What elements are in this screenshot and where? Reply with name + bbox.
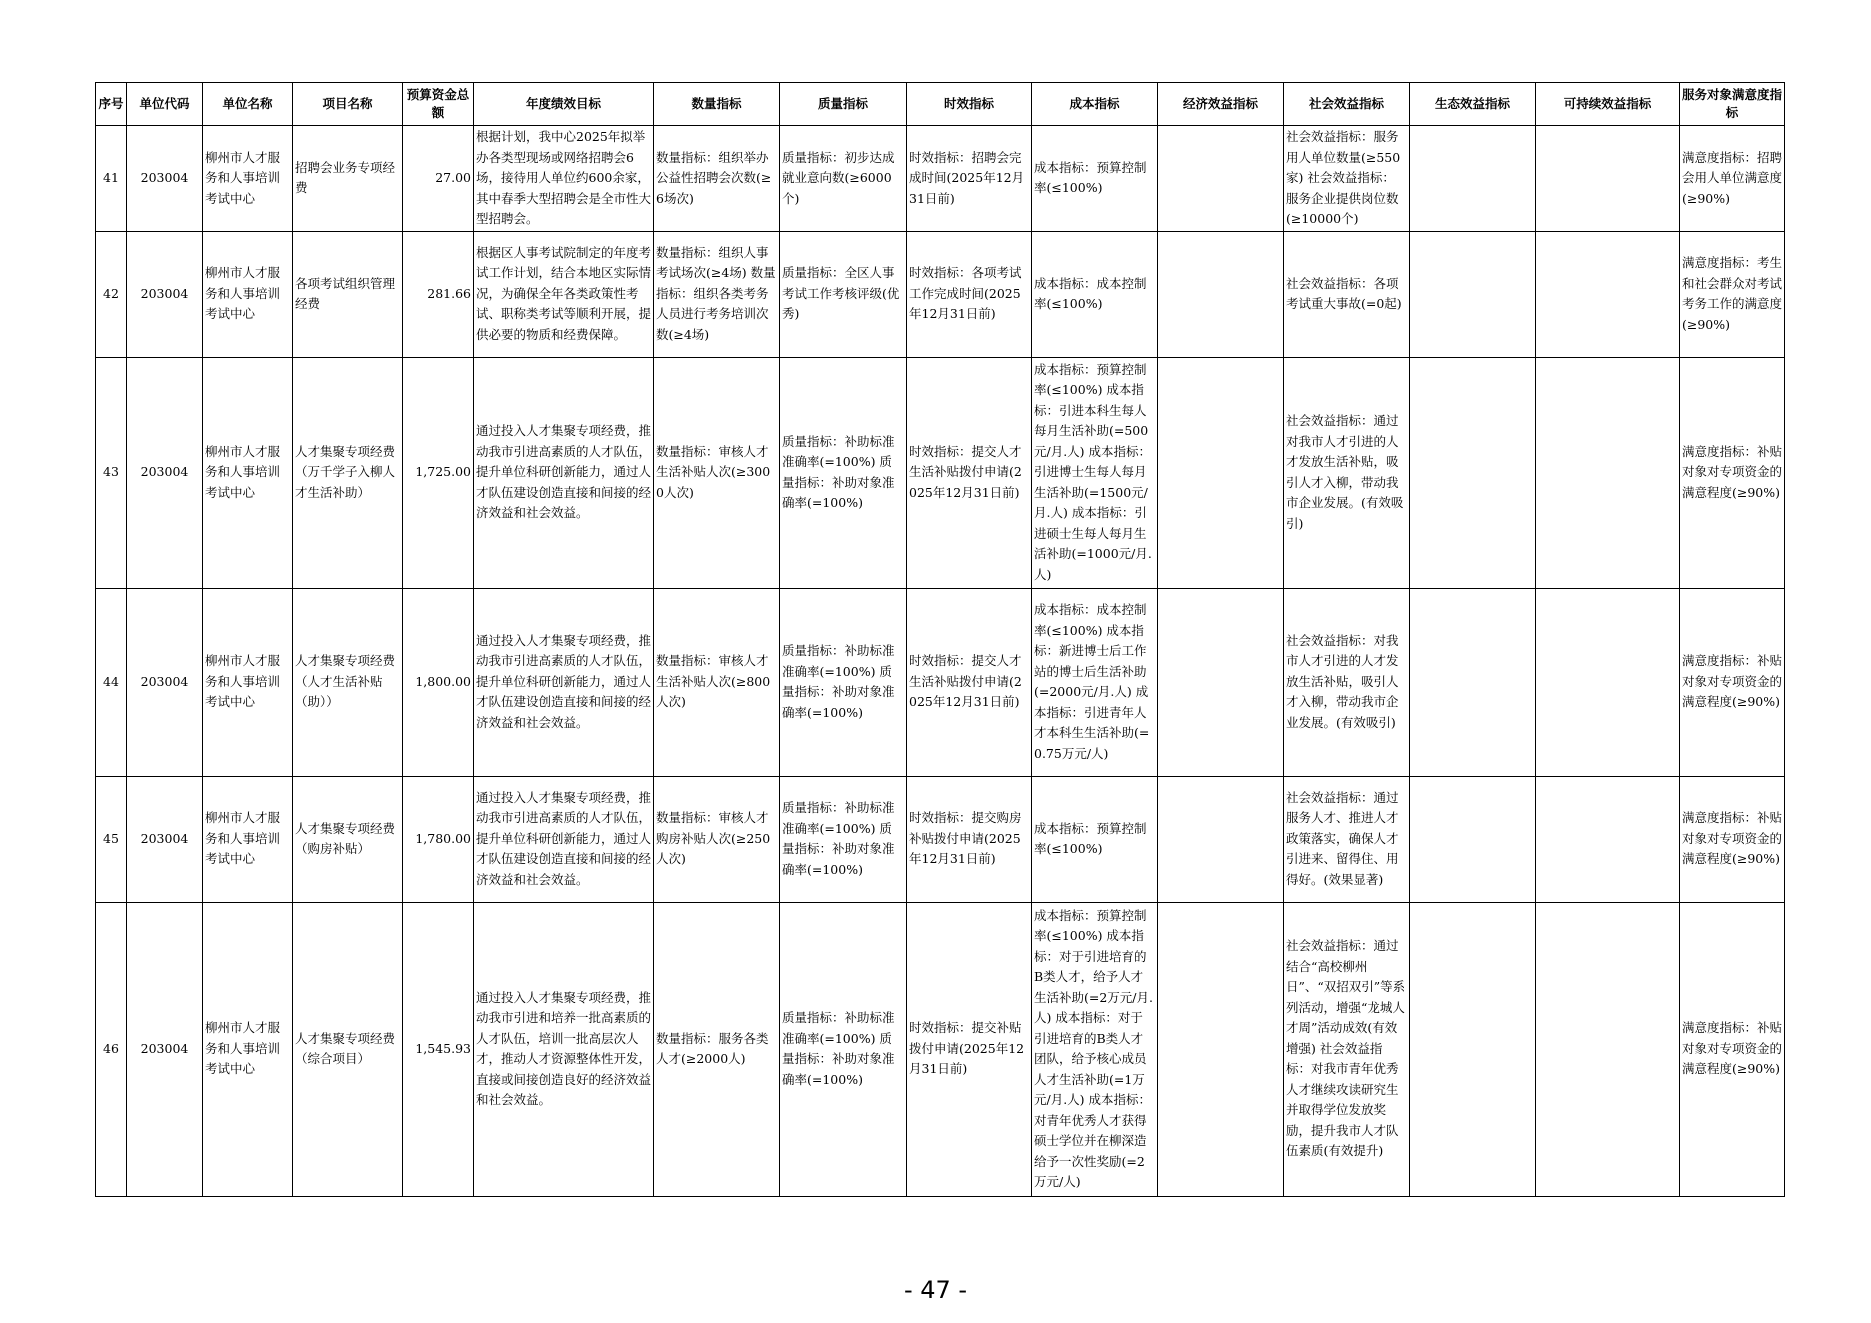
cell-ecological [1410,776,1536,902]
cell-quality: 质量指标：补助标准准确率(=100%) 质量指标：补助对象准确率(=100%) [780,776,907,902]
cell-seq: 46 [96,902,127,1196]
cell-unit-code: 203004 [127,776,203,902]
cell-quantity: 数量指标：组织人事考试场次(≥4场) 数量指标：组织各类考务人员进行考务培训次数(≥4场) [654,231,780,357]
cell-unit-code: 203004 [127,357,203,588]
header-quality: 质量指标 [780,83,907,126]
cell-cost: 成本指标：成本控制率(≤100%) [1032,231,1158,357]
cell-timeliness: 时效指标：提交补贴拨付申请(2025年12月31日前) [907,902,1032,1196]
table-row [96,776,1785,902]
cell-unit-name: 柳州市人才服务和人事培训考试中心 [203,357,293,588]
cell-social: 社会效益指标：通过对我市人才引进的人才发放生活补贴，吸引人才入柳，带动我市企业发展。(有效吸引) [1284,357,1410,588]
header-cost: 成本指标 [1032,83,1158,126]
cell-project-name: 人才集聚专项经费（人才生活补贴（助）） [293,588,403,776]
cell-unit-name: 柳州市人才服务和人事培训考试中心 [203,588,293,776]
header-economic: 经济效益指标 [1158,83,1284,126]
cell-project-name: 人才集聚专项经费（万千学子入柳人才生活补助） [293,357,403,588]
header-unit-code: 单位代码 [127,83,203,126]
cell-quantity: 数量指标：审核人才生活补贴人次(≥3000人次) [654,357,780,588]
cell-budget: 1,545.93 [403,902,474,1196]
cell-timeliness: 时效指标：各项考试工作完成时间(2025年12月31日前) [907,231,1032,357]
cell-seq: 44 [96,588,127,776]
cell-sustainable [1536,776,1680,902]
cell-satisfaction: 满意度指标：考生和社会群众对考试考务工作的满意度(≥90%) [1680,231,1785,357]
cell-seq: 43 [96,357,127,588]
table-row [96,231,1785,357]
cell-social: 社会效益指标：通过结合“高校柳州日”、“双招双引”等系列活动，增强“龙城人才周”活动成效(有效增强) 社会效益指标：对我市青年优秀人才继续攻读研究生并取得学位发放奖励，提升我市人才队伍素质(有效提升) [1284,902,1410,1196]
cell-economic [1158,357,1284,588]
cell-unit-name: 柳州市人才服务和人事培训考试中心 [203,902,293,1196]
cell-seq: 41 [96,126,127,232]
cell-ecological [1410,357,1536,588]
cell-project-name: 人才集聚专项经费（购房补贴） [293,776,403,902]
cell-quantity: 数量指标：审核人才购房补贴人次(≥250人次) [654,776,780,902]
header-unit-name: 单位名称 [203,83,293,126]
cell-sustainable [1536,588,1680,776]
cell-project-name: 招聘会业务专项经费 [293,126,403,232]
cell-satisfaction: 满意度指标：补贴对象对专项资金的满意程度(≥90%) [1680,902,1785,1196]
header-timeliness: 时效指标 [907,83,1032,126]
cell-unit-code: 203004 [127,126,203,232]
cell-unit-name: 柳州市人才服务和人事培训考试中心 [203,126,293,232]
cell-economic [1158,902,1284,1196]
cell-ecological [1410,231,1536,357]
cell-annual-goal: 根据区人事考试院制定的年度考试工作计划，结合本地区实际情况，为确保全年各类政策性考试、职称类考试等顺利开展，提供必要的物质和经费保障。 [474,231,654,357]
cell-project-name: 人才集聚专项经费（综合项目） [293,902,403,1196]
cell-social: 社会效益指标：对我市人才引进的人才发放生活补贴，吸引人才入柳，带动我市企业发展。(有效吸引) [1284,588,1410,776]
cell-economic [1158,231,1284,357]
header-satisfaction: 服务对象满意度指标 [1680,83,1785,126]
cell-quality: 质量指标：全区人事考试工作考核评级(优秀) [780,231,907,357]
table-header-row [96,83,1785,126]
page-number: - 47 - [903,1276,968,1304]
cell-quantity: 数量指标：组织举办公益性招聘会次数(≥6场次) [654,126,780,232]
cell-seq: 45 [96,776,127,902]
cell-quality: 质量指标：补助标准准确率(=100%) 质量指标：补助对象准确率(=100%) [780,588,907,776]
performance-table-sheet [95,82,1784,1197]
header-annual-goal: 年度绩效目标 [474,83,654,126]
cell-cost: 成本指标：预算控制率(≤100%) [1032,126,1158,232]
cell-unit-code: 203004 [127,231,203,357]
cell-cost: 成本指标：成本控制率(≤100%) 成本指标：新进博士后工作站的博士后生活补助(=2000元/月.人) 成本指标：引进青年人才本科生生活补助(=0.75万元/人) [1032,588,1158,776]
cell-annual-goal: 通过投入人才集聚专项经费，推动我市引进高素质的人才队伍，提升单位科研创新能力，通过人才队伍建设创造直接和间接的经济效益和社会效益。 [474,588,654,776]
table-row [96,588,1785,776]
cell-annual-goal: 通过投入人才集聚专项经费，推动我市引进高素质的人才队伍，提升单位科研创新能力，通过人才队伍建设创造直接和间接的经济效益和社会效益。 [474,357,654,588]
cell-budget: 1,800.00 [403,588,474,776]
cell-economic [1158,776,1284,902]
cell-timeliness: 时效指标：提交购房补贴拨付申请(2025年12月31日前) [907,776,1032,902]
cell-quality: 质量指标：补助标准准确率(=100%) 质量指标：补助对象准确率(=100%) [780,357,907,588]
cell-satisfaction: 满意度指标：招聘会用人单位满意度(≥90%) [1680,126,1785,232]
cell-cost: 成本指标：预算控制率(≤100%) 成本指标：引进本科生每人每月生活补助(=500元/月.人) 成本指标：引进博士生每人每月生活补助(=1500元/月.人) 成本指标：引进硕士生每人每月生活补助(=1000元/月.人) [1032,357,1158,588]
cell-cost: 成本指标：预算控制率(≤100%) 成本指标：对于引进培育的B类人才，给予人才生活补助(=2万元/月.人) 成本指标：对于引进培育的B类人才团队，给予核心成员人才生活补助(=1万元/月.人) 成本指标：对青年优秀人才获得硕士学位并在柳深造给予一次性奖励(=2万元/人) [1032,902,1158,1196]
cell-budget: 281.66 [403,231,474,357]
cell-project-name: 各项考试组织管理经费 [293,231,403,357]
cell-economic [1158,126,1284,232]
cell-social: 社会效益指标：服务用人单位数量(≥550家) 社会效益指标：服务企业提供岗位数(≥10000个) [1284,126,1410,232]
cell-quantity: 数量指标：服务各类人才(≥2000人) [654,902,780,1196]
cell-unit-code: 203004 [127,902,203,1196]
cell-unit-name: 柳州市人才服务和人事培训考试中心 [203,231,293,357]
cell-quantity: 数量指标：审核人才生活补贴人次(≥800人次) [654,588,780,776]
header-seq: 序号 [96,83,127,126]
cell-timeliness: 时效指标：提交人才生活补贴拨付申请(2025年12月31日前) [907,588,1032,776]
cell-ecological [1410,126,1536,232]
cell-social: 社会效益指标：通过服务人才、推进人才政策落实，确保人才引进来、留得住、用得好。(效果显著) [1284,776,1410,902]
cell-cost: 成本指标：预算控制率(≤100%) [1032,776,1158,902]
header-ecological: 生态效益指标 [1410,83,1536,126]
cell-social: 社会效益指标：各项考试重大事故(=0起) [1284,231,1410,357]
cell-budget: 27.00 [403,126,474,232]
performance-goals-table [95,82,1785,1197]
cell-unit-code: 203004 [127,588,203,776]
cell-seq: 42 [96,231,127,357]
header-budget: 预算资金总额 [403,83,474,126]
cell-satisfaction: 满意度指标：补贴对象对专项资金的满意程度(≥90%) [1680,357,1785,588]
cell-budget: 1,780.00 [403,776,474,902]
cell-satisfaction: 满意度指标：补贴对象对专项资金的满意程度(≥90%) [1680,588,1785,776]
cell-budget: 1,725.00 [403,357,474,588]
cell-ecological [1410,588,1536,776]
header-social: 社会效益指标 [1284,83,1410,126]
cell-sustainable [1536,902,1680,1196]
header-sustainable: 可持续效益指标 [1536,83,1680,126]
table-row [96,902,1785,1196]
cell-annual-goal: 通过投入人才集聚专项经费，推动我市引进和培养一批高素质的人才队伍，培训一批高层次人才，推动人才资源整体性开发，直接或间接创造良好的经济效益和社会效益。 [474,902,654,1196]
cell-quality: 质量指标：补助标准准确率(=100%) 质量指标：补助对象准确率(=100%) [780,902,907,1196]
cell-annual-goal: 根据计划，我中心2025年拟举办各类型现场或网络招聘会6场，接待用人单位约600余家，其中春季大型招聘会是全市性大型招聘会。 [474,126,654,232]
table-row [96,126,1785,232]
cell-satisfaction: 满意度指标：补贴对象对专项资金的满意程度(≥90%) [1680,776,1785,902]
cell-unit-name: 柳州市人才服务和人事培训考试中心 [203,776,293,902]
cell-sustainable [1536,357,1680,588]
header-project-name: 项目名称 [293,83,403,126]
cell-timeliness: 时效指标：提交人才生活补贴拨付申请(2025年12月31日前) [907,357,1032,588]
table-row [96,357,1785,588]
cell-sustainable [1536,231,1680,357]
cell-economic [1158,588,1284,776]
cell-timeliness: 时效指标：招聘会完成时间(2025年12月31日前) [907,126,1032,232]
header-quantity: 数量指标 [654,83,780,126]
cell-quality: 质量指标：初步达成就业意向数(≥6000个) [780,126,907,232]
cell-sustainable [1536,126,1680,232]
cell-ecological [1410,902,1536,1196]
cell-annual-goal: 通过投入人才集聚专项经费，推动我市引进高素质的人才队伍，提升单位科研创新能力，通过人才队伍建设创造直接和间接的经济效益和社会效益。 [474,776,654,902]
